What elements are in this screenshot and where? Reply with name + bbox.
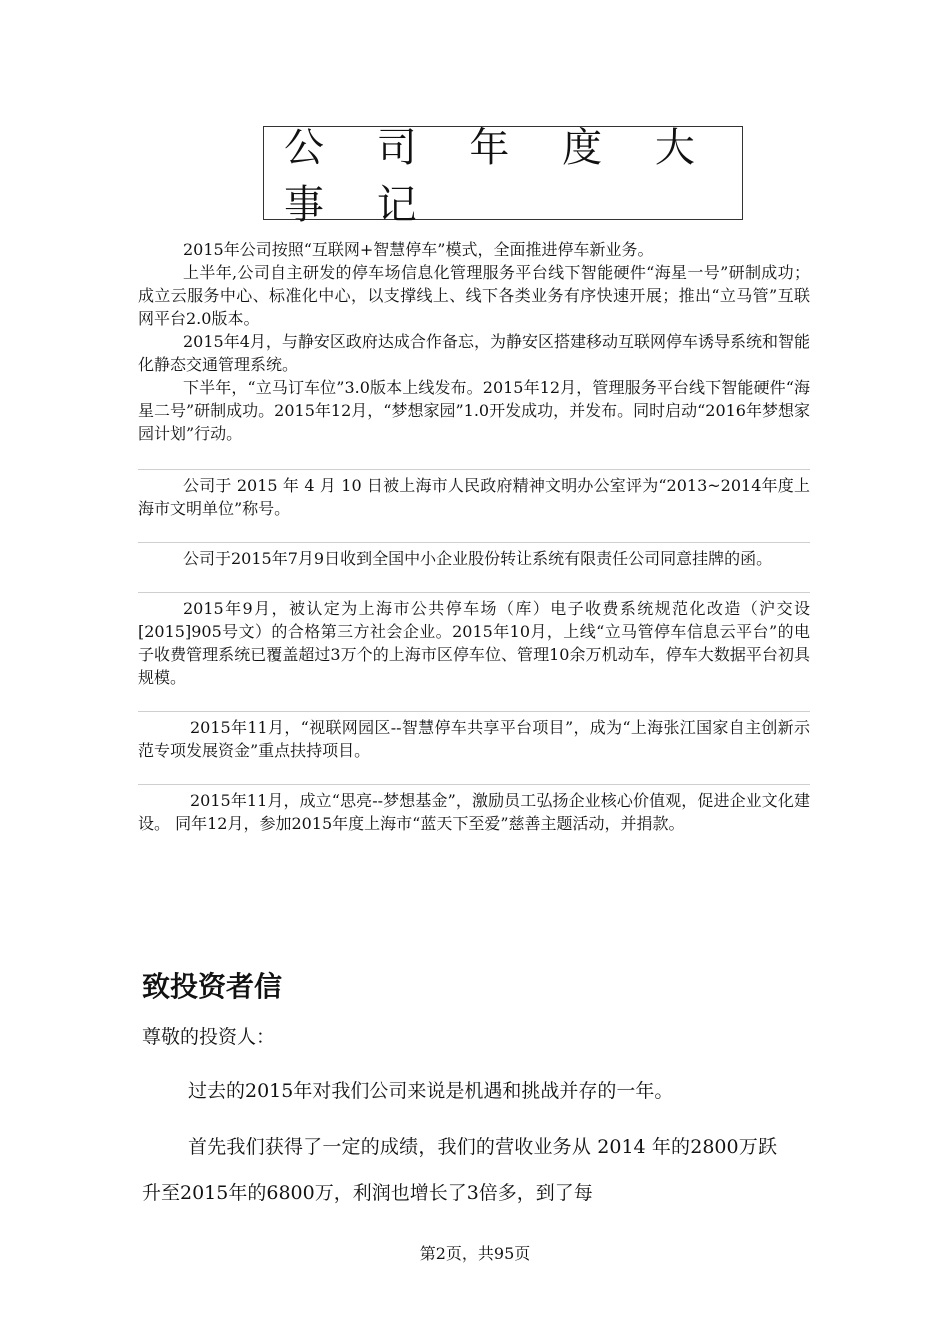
letter-body — [142, 1068, 777, 1216]
letter-paragraph: 首先我们获得了一定的成绩，我们的营收业务从 2014 年的2800万跃升至2015年的6800万，利润也增长了3倍多，到了每 — [142, 1136, 777, 1204]
event-paragraph: 公司于2015年7月9日收到全国中小企业股份转让系统有限责任公司同意挂牌的函。 — [183, 549, 773, 568]
event-block — [138, 784, 810, 835]
letter-paragraph: 过去的2015年对我们公司来说是机遇和挑战并存的一年。 — [188, 1080, 674, 1102]
event-paragraph: 下半年，“立马订车位”3.0版本上线发布。2015年12月，管理服务平台线下智能硬件“海星二号”研制成功。2015年12月，“梦想家园”1.0开发成功，并发布。同时启动“2016年梦想家园计划”行动。 — [138, 378, 810, 443]
page-title: 公 司 年 度 大 事 记 — [284, 125, 715, 228]
event-paragraph: 2015年9月，被认定为上海市公共停车场（库）电子收费系统规范化改造（沪交设[2015]905号文）的合格第三方社会企业。2015年10月，上线“立马管停车信息云平台”的电子收费管理系统已覆盖超过3万个的上海市区停车位、管理10余万机动车，停车大数据平台初具规模。 — [138, 599, 810, 687]
event-paragraph: 公司于 2015 年 4 月 10 日被上海市人民政府精神文明办公室评为“2013~2014年度上海市文明单位”称号。 — [138, 476, 810, 518]
title-box — [263, 125, 743, 228]
event-paragraph: 2015年公司按照“互联网+智慧停车”模式，全面推进停车新业务。 — [183, 240, 654, 259]
letter-heading: 致投资者信 — [142, 970, 283, 1003]
event-block — [138, 542, 810, 570]
event-block — [138, 592, 810, 689]
event-paragraph: 2015年11月，“视联网园区--智慧停车共享平台项目”，成为“上海张江国家自主创新示范专项发展资金”重点扶持项目。 — [138, 718, 810, 760]
letter-salutation: 尊敬的投资人： — [142, 1026, 276, 1048]
event-paragraph: 2015年11月，成立“思亮--梦想基金”，激励员工弘扬企业核心价值观，促进企业文化建设。 同年12月，参加2015年度上海市“蓝天下至爱”慈善主题活动，并捐款。 — [138, 791, 810, 833]
events-section — [138, 238, 810, 835]
event-block — [138, 469, 810, 520]
page-footer: 第2页，共95页 — [419, 1244, 531, 1263]
event-paragraph: 上半年,公司自主研发的停车场信息化管理服务平台线下智能硬件“海星一号”研制成功；成立云服务中心、标准化中心，以支撑线上、线下各类业务有序快速开展；推出“立马管”互联网平台2.0版本。 — [138, 263, 810, 328]
event-block — [138, 711, 810, 762]
event-paragraph: 2015年4月，与静安区政府达成合作备忘，为静安区搭建移动互联网停车诱导系统和智能化静态交通管理系统。 — [138, 332, 810, 374]
event-block — [138, 238, 810, 445]
